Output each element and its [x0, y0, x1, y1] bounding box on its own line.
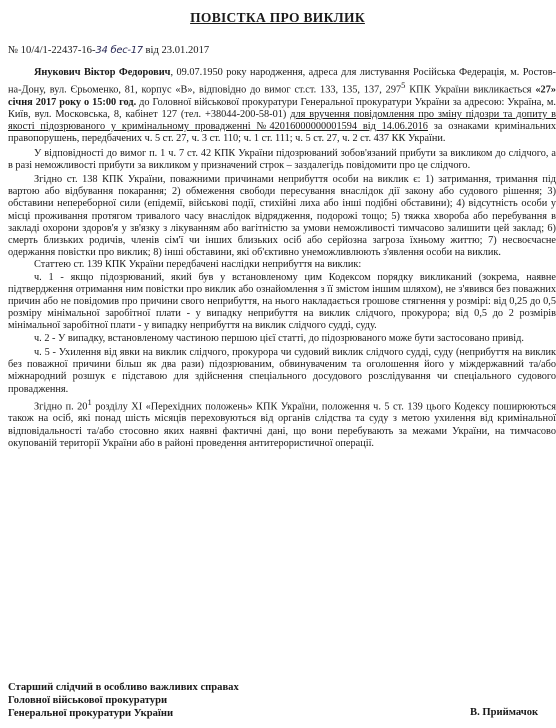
- paragraph-transitional: Згідно п. $20^1$ розділу XI «Перехідних положень» КПК України, положення ч. 5 ст. 139 цього Кодексу поширюються також на осіб, які понад шість місяців переховуються від органів слідства та суду з метою ухилення від кримінальної відповідальності та/або стосовно яких наявні фактичні дані, що вони перебувають за межами України, на тимчасово окупованій території України або в районі проведення антитерористичної операції.: [8, 396, 556, 449]
- handwritten-number: 34 бес-17: [95, 45, 143, 56]
- document-title: ПОВІСТКА ПРО ВИКЛИК: [190, 10, 365, 25]
- reference-line: [8, 44, 547, 57]
- paragraph-part-5: ч. 5 - Ухилення від явки на виклик слідчого, прокурора чи судовий виклик слідчого судді, суду (неприбуття на виклик без поважної причини більш як два рази) підозрюваним, обвинуваченим та оголошення його у міждержавний та/або міжнародний розшук є підставою для здійснення спеціального досудового розслідування чи спеціального судового провадження.: [8, 346, 556, 395]
- document-body: [8, 67, 556, 450]
- signatory-agency: Генеральної прокуратури України: [8, 708, 174, 719]
- signatory-organization: Головної військової прокуратури: [8, 695, 168, 706]
- reference-date: від 23.01.2017: [142, 45, 210, 56]
- summons-purpose: для вручення повідомлення про зміну підозри та допиту в якості підозрюваного у кримінальному провадженні №42016000000001594 від 14.06.2016: [8, 109, 556, 133]
- reference-number: № 10/4/1-22437-16-: [8, 45, 96, 56]
- paragraph-part-1: ч. 1 - якщо підозрюваний, який був у встановленому цим Кодексом порядку викликаний (зокрема, наявне підтвердження отримання ним повістки про виклик або ознайомлення з її змістом іншим шляхом), не з'явився без поважних причин або не повідомив про причини свого неприбуття, на нього накладається грошове стягнення у розмірі: від 0,25 до 0,5 розміру мінімальної заробітної плати - у випадку неприбуття на виклик слідчого, прокурора; від 0,5 до 2 розмірів мінімальної заробітної плати - у випадку неприбуття на виклик слідчого судді, суду.: [8, 271, 556, 332]
- paragraph-consequences-intro: Статтею ст. 139 КПК України передбачені наслідки неприбуття на виклик:: [34, 259, 362, 271]
- signatory-position: Старший слідчий в особливо важливих справах: [8, 682, 239, 693]
- summons-datetime: «27» січня 2017 року о 15:00 год.: [8, 84, 556, 108]
- paragraph-part-2: ч. 2 - У випадку, встановленому частиною першою цієї статті, до підозрюваного може бути застосовано привід.: [34, 332, 524, 344]
- paragraph-obligation: У відповідності до вимог п. 1 ч. 7 ст. 42 КПК України підозрюваний зобов'язаний прибути за викликом до слідчого, а в разі неможливості прибути за викликом у призначений строк – заздалегідь повідомити про це слідчого.: [8, 147, 556, 171]
- signatory-name: В. Приймачок: [470, 707, 539, 718]
- paragraph-valid-reasons: Згідно ст. 138 КПК України, поважними причинами неприбуття особи на виклик є: 1) затримання, тримання під вартою або відбування покарання; 2) обмеження свободи пересування внаслідок дії закону або судового рішення; 3) обставини непереборної сили (епідемії, військові події, стихійні лиха або інші подібні обставини); 4) відсутність особи у місці проживання протягом тривалого часу внаслідок відрядження, подорожі тощо; 5) тяжка хвороба або перебування в закладі охорони здоров'я у зв'язку з лікуванням або вагітністю за умови неможливості тимчасово залишити цей заклад; 6) смерть близьких родичів, членів сім'ї чи інших близьких осіб або серйозна загроза їхньому життю; 7) несвоєчасне одержання повістки про виклик; 8) інші обставини, які об'єктивно унеможливлюють з'явлення особи на виклик.: [8, 174, 556, 259]
- paragraph-summons: Янукович Віктор Федорович, 09.07.1950 року народження, адреса для листування Російська Федерація, м. Ростов-на-Дону, вул. Єрьоменко, 81, корпус «В», відповідно до вимог ст.ст. 133, 135, 137, $297^5$ КПК України викликається «27» січня 2017 року о 15:00 год. до Головної військової прокуратури Генеральної прокуратури України за адресою: Україна, м. Київ, вул. Московська, 8, кабінет 127 (тел. +38044-200-58-01) для вручення повідомлення про зміну підозри та допиту в якості підозрюваного у кримінальному провадженні №42016000000001594 від 14.06.2016 за ознаками кримінальних правопорушень, передбачених ч. 5 ст. 27, ч. 3 ст. 110; ч. 1 ст. 111; ч. 5 ст. 27, ч. 2 ст. 437 КК України.: [8, 67, 556, 145]
- signature-block: [8, 681, 239, 720]
- person-name: Янукович Віктор Федорович: [34, 67, 171, 78]
